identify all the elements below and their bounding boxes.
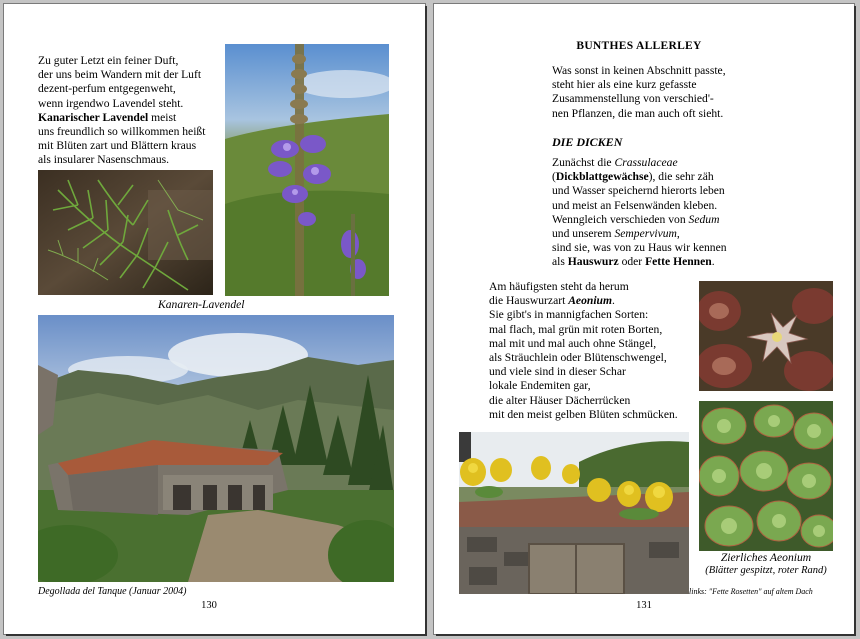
p1-line6-prefix: Wenngleich verschieden von bbox=[552, 212, 689, 226]
poem-lines-2: uns freundlich so willkommen heißt mit Blüten zart und Blättern kraus als insularer Nasenschmaus. bbox=[38, 125, 206, 167]
lavender-caption: Kanaren-Lavendel bbox=[158, 298, 245, 311]
p2-lines: Sie gibt's in mannigfachen Sorten: mal flach, mal grün mit roten Borten, mal mit und mal auch ohne Stängel, als Sträuchlein oder Blütenschwengel, und viele sind in dieser Schar lokale Endemiten gar, die alter Häuser Dächerrücken mit den meist gelben Blüten schmücken. bbox=[489, 308, 678, 421]
p2-line1: Am häufigsten steht da herum bbox=[489, 280, 629, 293]
aeonium-bold-italic: Aeonium bbox=[568, 294, 613, 308]
section-title: DIE DICKEN bbox=[552, 135, 623, 149]
fette-hennen-bold: Fette Hennen bbox=[645, 255, 712, 269]
hauswurz-bold: Hauswurz bbox=[567, 255, 619, 269]
star-aeonium-photo bbox=[699, 281, 833, 391]
p1-or: oder bbox=[618, 255, 646, 269]
left-page bbox=[4, 4, 425, 634]
page-number-left: 130 bbox=[201, 600, 217, 611]
roof-aeonium-photo bbox=[459, 432, 689, 594]
aeonium-paragraph: Am häufigsten steht da herum die Hauswurzart Aeonium. Sie gibt's in mannigfachen Sorten: mal flach, mal grün mit roten Borten, mal mit und mal auch ohne Stängel, als Sträuchlein oder Blütenschwengel, und viele sind in dieser Schar lokale Endemiten gar, die alter Häuser Dächerrücken mit den meist gelben Blüten schmücken. bbox=[489, 280, 678, 421]
p2-line2-prefix: die Hauswurzart bbox=[489, 294, 569, 308]
sempervivum-italic: Sempervivum bbox=[614, 227, 677, 241]
crassulaceae-paragraph: Zunächst die Crassulaceae (Dickblattgewächse), die sehr zäh und Wasser speichernd hierorts leben und meist an Felsenwänden kleben. Wenngleich verschieden von Sedum und unserem Sempervivum, sind sie, was von zu Haus wir kennen als Hauswurz oder Fette Hennen. bbox=[552, 156, 727, 269]
p1-lines: und Wasser speichernd hierorts leben und meist an Felsenwänden kleben. bbox=[552, 184, 725, 212]
kanarischer-lavendel-bold: Kanarischer Lavendel bbox=[38, 110, 149, 124]
crassulaceae-italic: Crassulaceae bbox=[614, 156, 678, 169]
p1-line9-prefix: als bbox=[552, 255, 568, 269]
landscape-photo bbox=[38, 315, 394, 582]
roof-caption: links: "Fette Rosetten" auf altem Dach bbox=[689, 587, 813, 596]
fern-leaf-photo bbox=[38, 170, 213, 295]
p1-line8: sind sie, was von zu Haus wir kennen bbox=[552, 241, 727, 255]
poem-lines-1: Zu guter Letzt ein feiner Duft, der uns beim Wandern mit der Luft dezent-perfum entgegenweht, wenn irgendwo Lavendel steht. bbox=[38, 54, 202, 110]
p1-after-bold: ), die sehr zäh bbox=[648, 170, 714, 184]
sedum-italic: Sedum bbox=[688, 212, 720, 226]
aeonium-subcaption: (Blätter gespitzt, roter Rand) bbox=[705, 565, 827, 576]
page-title: BUNTHES ALLERLEY bbox=[576, 40, 702, 52]
green-aeonium-photo bbox=[699, 401, 833, 551]
page-number-right: 131 bbox=[636, 600, 652, 611]
landscape-caption: Degollada del Tanque (Januar 2004) bbox=[38, 586, 187, 597]
p1-line7-prefix: und unserem bbox=[552, 227, 615, 241]
intro-paragraph: Was sonst in keinen Abschnitt passte, steht hier als eine kurz gefasste Zusammenstellung von verschied'- nen Pflanzen, die man auch oft sieht. bbox=[552, 64, 726, 120]
lavender-poem bbox=[38, 54, 228, 168]
poem-after-bold: meist bbox=[148, 110, 177, 124]
right-page bbox=[434, 4, 854, 634]
lavender-flower-photo bbox=[225, 44, 389, 296]
p1-prefix: Zunächst die bbox=[552, 156, 615, 169]
aeonium-caption: Zierliches Aeonium bbox=[720, 551, 812, 564]
dickblattgewaechse-bold: Dickblattgewächse bbox=[555, 170, 649, 184]
